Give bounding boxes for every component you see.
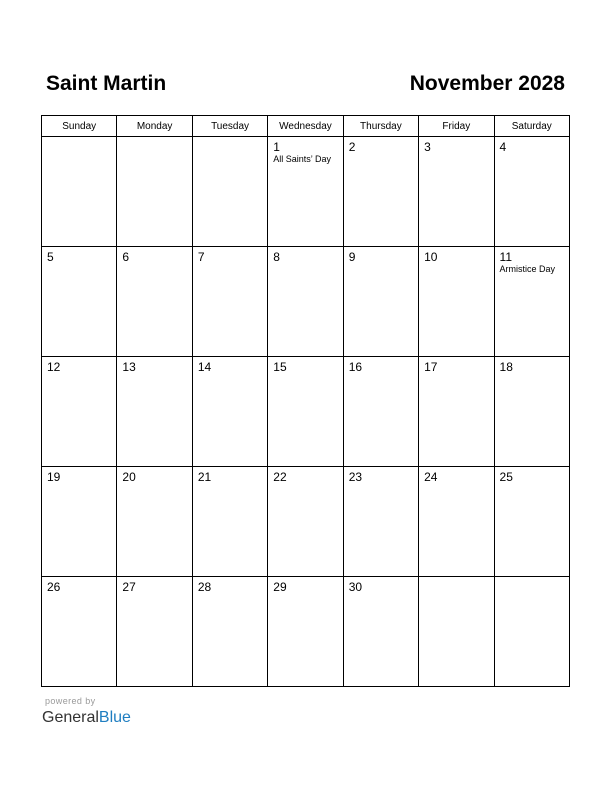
footer-branding (42, 696, 131, 728)
calendar-day-cell (419, 467, 494, 577)
day-number: 10 (424, 250, 438, 264)
calendar-day-cell (343, 577, 418, 687)
calendar-day-cell (268, 467, 343, 577)
calendar-grid (41, 115, 570, 687)
day-number: 16 (348, 360, 363, 374)
calendar-day-cell (117, 357, 192, 467)
day-number: 29 (273, 580, 287, 594)
month-year-title: November 2028 (409, 72, 565, 95)
calendar-day-cell (343, 357, 418, 467)
calendar-day-cell (192, 137, 267, 247)
calendar-day-cell (42, 357, 117, 467)
calendar-day-cell (117, 137, 192, 247)
calendar-day-cell (494, 577, 569, 687)
calendar-day-cell (494, 467, 569, 577)
calendar-day-cell (42, 247, 117, 357)
calendar-day-cell (494, 137, 569, 247)
day-number: 28 (197, 580, 212, 594)
brand-blue-text: Blue (98, 709, 131, 726)
calendar-day-cell (419, 137, 494, 247)
day-number: 15 (273, 360, 287, 374)
day-number: 21 (197, 470, 212, 484)
calendar-day-cell (192, 247, 267, 357)
calendar-day-cell (419, 577, 494, 687)
day-number (117, 137, 191, 140)
calendar-week-row (42, 357, 570, 467)
day-number: 27 (122, 580, 136, 594)
calendar-day-cell (419, 247, 494, 357)
day-number: 13 (122, 360, 136, 374)
day-number: 24 (424, 470, 438, 484)
day-number: 23 (348, 470, 363, 484)
calendar-day-cell (42, 137, 117, 247)
holiday-label: All Saints’ Day (273, 154, 331, 164)
weekday-header-row (42, 116, 570, 137)
day-number: 7 (197, 250, 205, 264)
calendar-day-cell (192, 357, 267, 467)
weekday-header: Sunday (42, 116, 117, 137)
day-number: 11 (499, 250, 512, 264)
weekday-header: Friday (419, 116, 494, 137)
calendar-day-cell (42, 467, 117, 577)
brand-general-text: General (42, 709, 99, 726)
calendar-day-cell (117, 467, 192, 577)
day-number (193, 137, 267, 140)
calendar-day-cell (192, 577, 267, 687)
calendar-day-cell (268, 137, 343, 247)
day-number: 4 (499, 140, 507, 154)
day-number: 5 (47, 250, 54, 264)
day-number: 17 (424, 360, 438, 374)
calendar-week-row (42, 577, 570, 687)
day-number (495, 577, 569, 580)
day-number: 2 (348, 140, 356, 154)
day-number: 25 (499, 470, 513, 484)
calendar-week-row (42, 137, 570, 247)
day-number: 30 (348, 580, 363, 594)
calendar-day-cell (494, 357, 569, 467)
calendar-day-cell (419, 357, 494, 467)
day-number: 22 (273, 470, 287, 484)
powered-by-label: powered by (45, 696, 96, 706)
day-number: 8 (273, 250, 280, 264)
day-number: 1 (273, 140, 280, 154)
country-title: Saint Martin (46, 72, 167, 95)
calendar-week-row (42, 247, 570, 357)
calendar-week-row (42, 467, 570, 577)
calendar-day-cell (117, 247, 192, 357)
calendar-day-cell (268, 357, 343, 467)
day-number: 14 (197, 360, 212, 374)
day-number: 9 (348, 250, 356, 264)
day-number (419, 577, 493, 580)
calendar-day-cell (117, 577, 192, 687)
day-number: 18 (499, 360, 513, 374)
calendar-day-cell (343, 137, 418, 247)
day-number: 26 (47, 580, 61, 594)
day-number: 3 (424, 140, 431, 154)
day-number: 12 (47, 360, 61, 374)
weekday-header: Thursday (343, 116, 418, 137)
holiday-label: Armistice Day (499, 264, 556, 274)
weekday-header: Monday (117, 116, 192, 137)
calendar-day-cell (343, 467, 418, 577)
day-number: 6 (122, 250, 130, 264)
day-number (42, 137, 116, 140)
calendar-day-cell (343, 247, 418, 357)
weekday-header: Wednesday (268, 116, 343, 137)
calendar-day-cell (42, 577, 117, 687)
calendar-day-cell (192, 467, 267, 577)
calendar-day-cell (268, 247, 343, 357)
day-number: 20 (122, 470, 136, 484)
weekday-header: Saturday (494, 116, 569, 137)
calendar-day-cell (268, 577, 343, 687)
brand-logo (42, 708, 131, 728)
weekday-header: Tuesday (192, 116, 267, 137)
calendar-day-cell (494, 247, 569, 357)
day-number: 19 (47, 470, 61, 484)
